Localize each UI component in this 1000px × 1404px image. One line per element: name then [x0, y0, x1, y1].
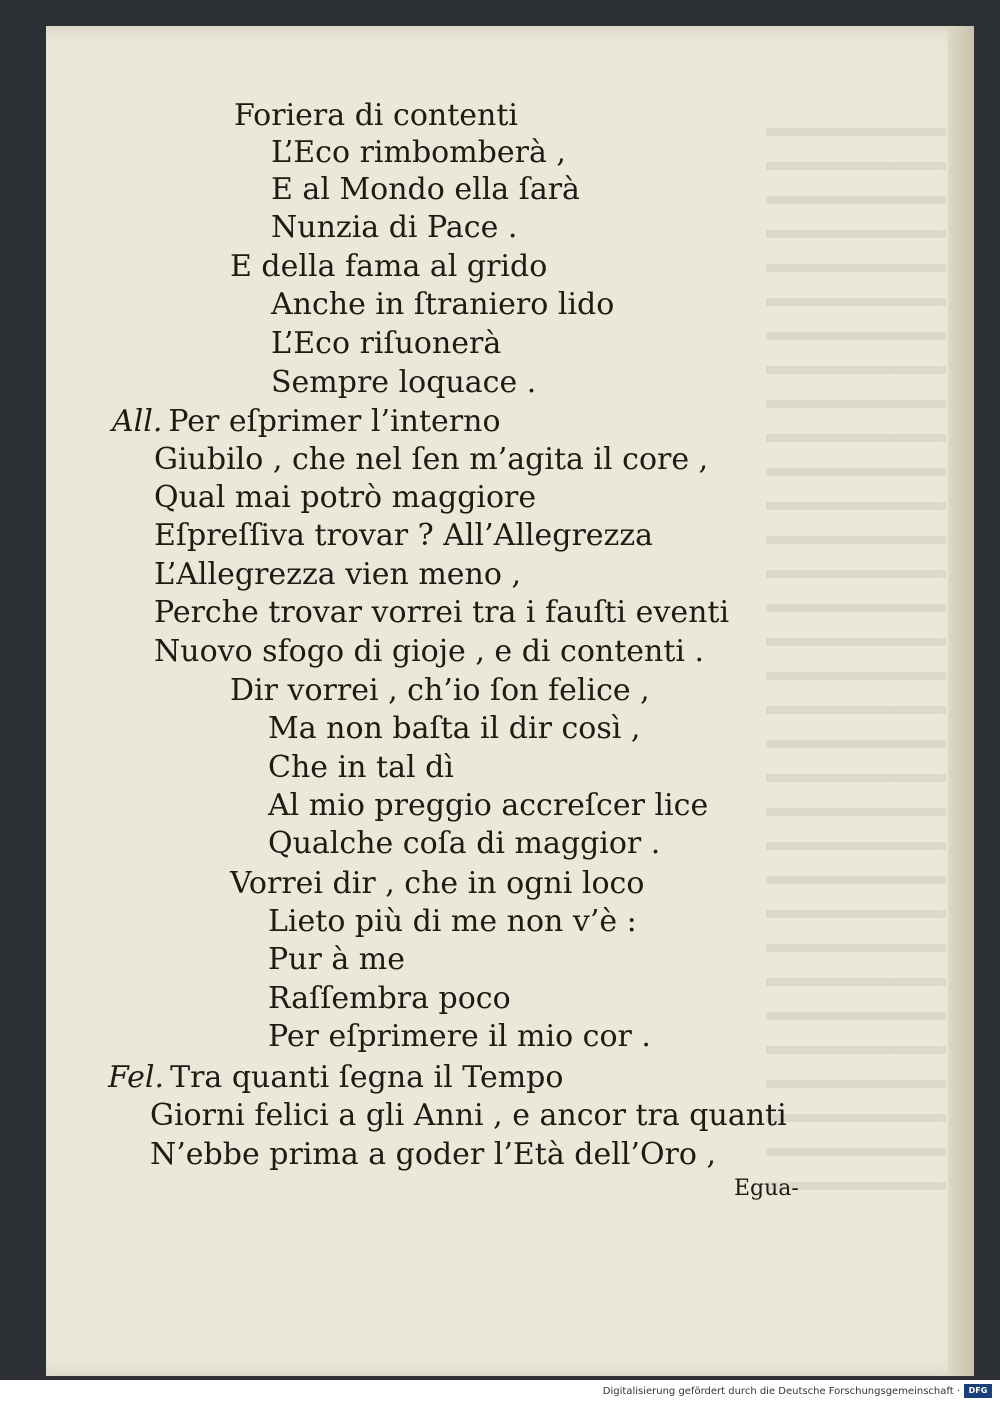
verse-line: Giorni felici a gli Anni , e ancor tra quanti: [150, 1098, 787, 1133]
verse-line: Pur à me: [268, 942, 406, 977]
verse-line: N’ebbe prima a goder l’Età dell’Oro ,: [150, 1137, 717, 1172]
digitization-footer: [0, 1380, 1000, 1404]
verse-line: Foriera di contenti: [234, 98, 518, 133]
verse-line: E al Mondo ella ſarà: [271, 172, 580, 207]
verse-line: L’Eco riſuonerà: [271, 326, 502, 361]
speaker-label: All.: [112, 404, 163, 439]
verse-line: Giubilo , che nel ſen m’agita il core ,: [154, 442, 709, 477]
verse-line: Anche in ſtraniero lido: [271, 287, 615, 322]
verse-line: All. Per eſprimer l’interno: [112, 404, 501, 439]
verse-line: Per eſprimere il mio cor .: [268, 1019, 651, 1054]
book-page: [46, 26, 974, 1376]
verse-line: Che in tal dì: [268, 750, 454, 785]
verse-line: Sempre loquace .: [271, 365, 537, 400]
dfg-logo: DFG: [964, 1384, 992, 1398]
verse-line: Raſſembra poco: [268, 981, 511, 1016]
verse-line: Qual mai potrò maggiore: [154, 480, 537, 515]
page-text: [46, 26, 974, 1376]
verse-line: Nuovo sfogo di gioje , e di contenti .: [154, 634, 705, 669]
verse-line: Qualche coſa di maggior .: [268, 826, 661, 861]
verse-line: L’Allegrezza vien meno ,: [154, 557, 522, 592]
verse-line: Perche trovar vorrei tra i fauſti eventi: [154, 595, 730, 630]
verse-line: L’Eco rimbomberà ,: [271, 135, 566, 170]
verse-line: Ma non baſta il dir così ,: [268, 711, 641, 746]
verse-line: Vorrei dir , che in ogni loco: [230, 866, 645, 901]
catchword: Egua-: [734, 1176, 799, 1201]
verse-line: E della fama al grido: [230, 249, 548, 284]
verse-line: Fel. Tra quanti ſegna il Tempo: [108, 1060, 564, 1095]
speaker-label: Fel.: [108, 1060, 165, 1095]
verse-line: Lieto più di me non v’è :: [268, 904, 637, 939]
verse-line: Dir vorrei , ch’io ſon felice ,: [230, 673, 650, 708]
verse-line: Eſpreſſiva trovar ? All’Allegrezza: [154, 518, 654, 553]
funding-credit: Digitalisierung gefördert durch die Deutsche Forschungsgemeinschaft ·: [602, 1386, 960, 1397]
verse-line: Al mio preggio accreſcer lice: [268, 788, 709, 823]
verse-line: Nunzia di Pace .: [271, 210, 518, 245]
